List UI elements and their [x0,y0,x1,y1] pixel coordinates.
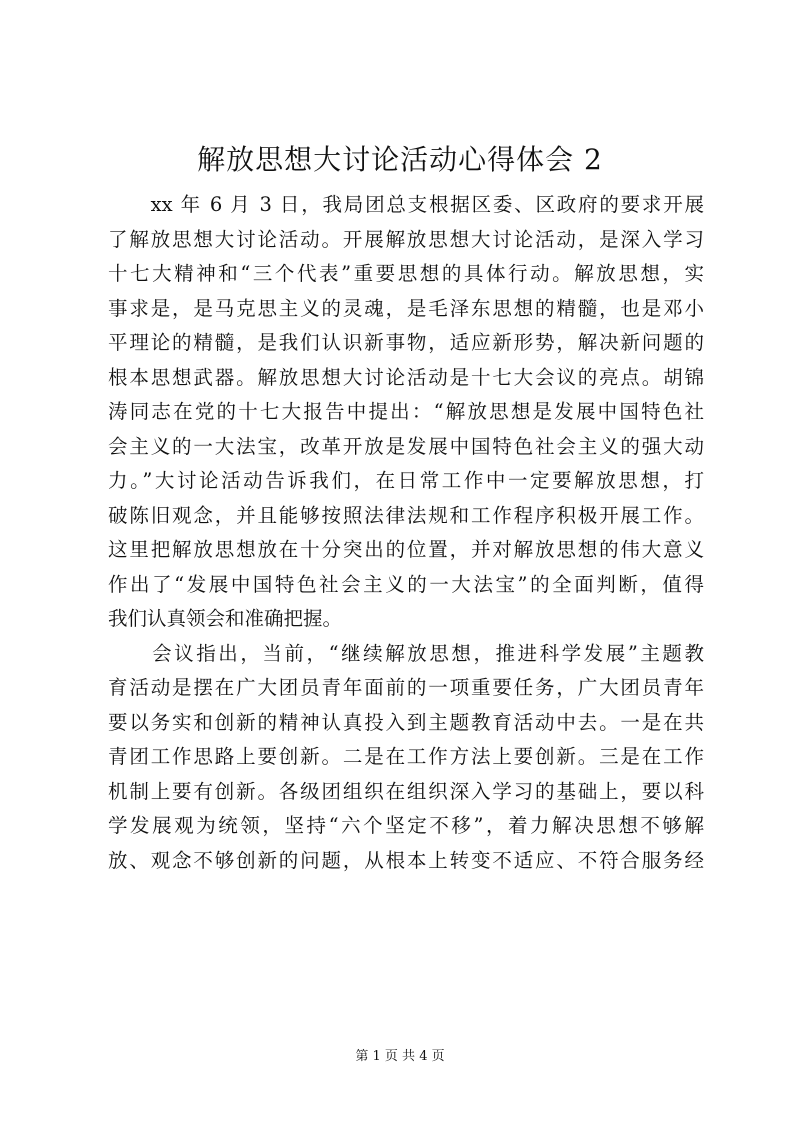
text-line: 我们认真领会和准确把握。 [108,607,343,630]
text-line: 根本思想武器。解放思想大讨论活动是十七大会议的亮点。胡锦 [108,365,704,389]
text-line: 事求是，是马克思主义的灵魂，是毛泽东思想的精髓，也是邓小 [108,296,704,320]
text-line: 会议指出，当前，“继续解放思想，推进科学发展”主题教 [108,641,704,665]
text-line: 机制上要有创新。各级团组织在组织深入学习的基础上，要以科 [108,779,704,803]
text-line: 力。”大讨论活动告诉我们，在日常工作中一定要解放思想，打 [108,469,704,492]
text-line: 涛同志在党的十七大报告中提出：“解放思想是发展中国特色社 [108,400,704,423]
page-footer: 第 1 页 共 4 页 [355,1049,445,1064]
text-line: 放、观念不够创新的问题，从根本上转变不适应、不符合服务经 [108,848,704,872]
text-line: 这里把解放思想放在十分突出的位置，并对解放思想的伟大意义 [108,538,704,561]
text-line: 学发展观为统领，坚持“六个坚定不移”，着力解决思想不够解 [108,814,704,837]
text-line: 会主义的一大法宝，改革开放是发展中国特色社会主义的强大动 [108,434,704,458]
text-line: xx 年 6 月 3 日，我局团总支根据区委、区政府的要求开展 [108,193,704,216]
text-line: 青团工作思路上要创新。二是在工作方法上要创新。三是在工作 [108,745,704,768]
text-line: 十七大精神和“三个代表”重要思想的具体行动。解放思想，实 [108,262,704,285]
text-line: 了解放思想大讨论活动。开展解放思想大讨论活动，是深入学习 [108,227,704,251]
text-line: 破陈旧观念，并且能够按照法律法规和工作程序积极开展工作。 [108,503,704,527]
text-line: 要以务实和创新的精神认真投入到主题教育活动中去。一是在共 [108,710,704,734]
document-body [108,188,704,878]
text-line: 育活动是摆在广大团员青年面前的一项重要任务，广大团员青年 [108,676,704,699]
document-title: 解放思想大讨论活动心得体会 2 [197,143,603,176]
text-line: 作出了“发展中国特色社会主义的一大法宝”的全面判断，值得 [108,572,704,596]
text-line: 平理论的精髓，是我们认识新事物，适应新形势，解决新问题的 [108,331,704,354]
